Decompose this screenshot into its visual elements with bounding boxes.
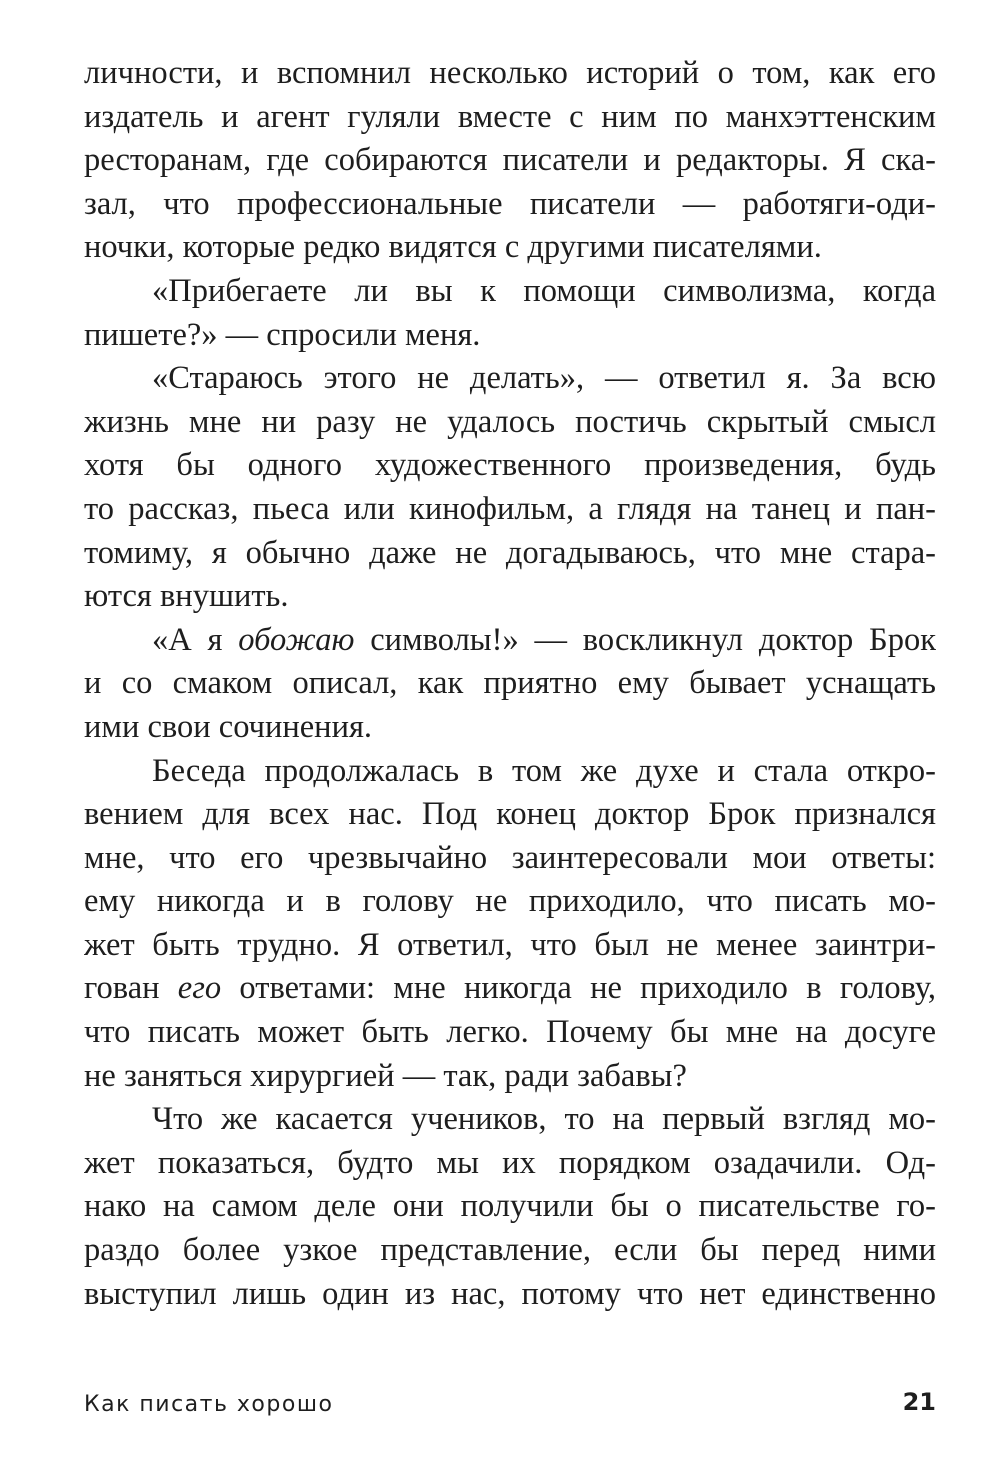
- italic-emphasis: его: [177, 970, 222, 1007]
- text-line: нако на самом деле они получили бы о писательстве го-: [84, 1188, 936, 1225]
- text-line: зал, что профессиональные писатели — работяги-оди-: [84, 185, 936, 222]
- text-line: ему никогда и в голову не приходило, что писать мо-: [84, 883, 936, 920]
- text-line: вением для всех нас. Под конец доктор Брок признался: [84, 796, 936, 833]
- text-line: «Стараюсь этого не делать», — ответил я. За всю: [152, 360, 936, 397]
- text-line: ночки, которые редко видятся с другими писателями.: [84, 229, 822, 266]
- text-line: выступил лишь один из нас, потому что нет единственно: [84, 1275, 936, 1312]
- text-line: ими свои сочинения.: [84, 708, 373, 745]
- text-fragment: символы!» — воскликнул доктор Брок: [354, 621, 936, 658]
- text-line: Беседа продолжалась в том же духе и стала откро-: [152, 752, 936, 789]
- text-line: мне, что его чрезвычайно заинтересовали мои ответы:: [84, 839, 936, 876]
- body-text: [84, 52, 936, 1316]
- text-fragment: «А я: [152, 621, 239, 658]
- text-line: издатель и агент гуляли вместе с ним по манхэттенским: [84, 98, 936, 135]
- text-line: жет быть трудно. Я ответил, что был не менее заинтри-: [84, 926, 936, 963]
- text-line: ются внушить.: [84, 578, 289, 615]
- page-footer: [84, 1388, 936, 1428]
- text-line: ресторанам, где собираются писатели и редакторы. Я ска-: [84, 142, 936, 179]
- text-line: не заняться хирургией — так, ради забавы?: [84, 1057, 687, 1094]
- text-line: и со смаком описал, как приятно ему бывает уснащать: [84, 665, 936, 702]
- text-fragment: гован: [84, 970, 178, 1007]
- text-line: личности, и вспомнил несколько историй о том, как его: [84, 55, 936, 91]
- running-title: Как писать хорошо: [84, 1392, 334, 1417]
- text-line: пишете?» — спросили меня.: [84, 316, 481, 353]
- text-line: [84, 967, 936, 1011]
- text-line: хотя бы одного художественного произведения, будь: [84, 447, 936, 484]
- text-line: что писать может быть легко. Почему бы мне на досуге: [84, 1014, 936, 1051]
- text-fragment: ответами: мне никогда не приходило в голову,: [221, 970, 936, 1007]
- text-line: жизнь мне ни разу не удалось постичь скрытый смысл: [84, 403, 936, 440]
- page-number: 21: [902, 1388, 936, 1416]
- text-line: [84, 619, 936, 663]
- text-line: «Прибегаете ли вы к помощи символизма, когда: [152, 272, 936, 309]
- text-line: раздо более узкое представление, если бы перед ними: [84, 1232, 936, 1269]
- text-line: Что же касается учеников, то на первый взгляд мо-: [152, 1101, 936, 1138]
- text-line: жет показаться, будто мы их порядком озадачили. Од-: [84, 1144, 936, 1181]
- text-line: то рассказ, пьеса или кинофильм, а глядя на танец и пан-: [84, 490, 936, 527]
- text-line: томиму, я обычно даже не догадываюсь, что мне стара-: [84, 534, 936, 571]
- italic-emphasis: обожаю: [238, 621, 355, 658]
